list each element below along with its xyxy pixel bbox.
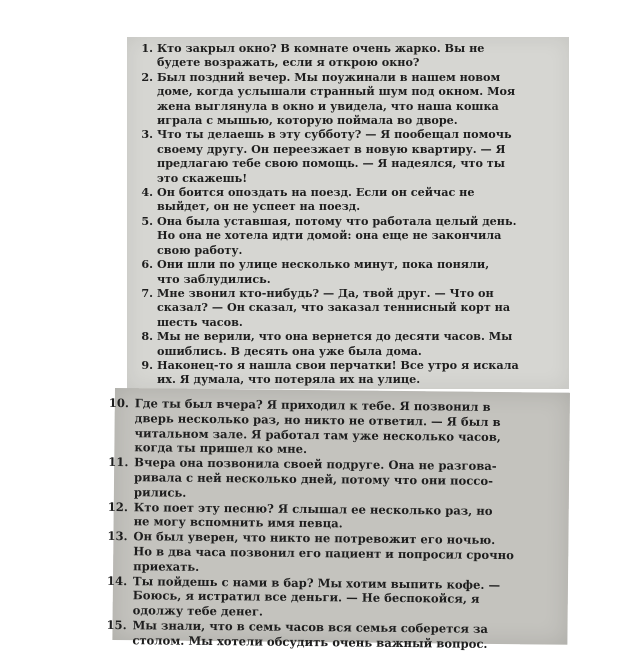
exercise-number: 5. — [141, 213, 153, 228]
exercise-number: 1. — [141, 41, 153, 55]
exercise-text — [157, 286, 563, 329]
exercise-number: 12. — [107, 499, 129, 514]
text-line: свою работу. — [157, 242, 243, 257]
text-line: рились. — [133, 484, 187, 500]
text-line: их. Я думала, что потеряла их на улице. — [157, 372, 421, 387]
exercise-number: 10. — [108, 395, 130, 411]
exercise-item — [108, 455, 565, 504]
exercise-text — [157, 257, 563, 286]
exercise-item — [129, 257, 563, 286]
text-line: Они шли по улице несколько минут, пока поняли, — [157, 257, 490, 272]
exercise-number: 8. — [141, 329, 153, 344]
text-line: одолжу тебе денег. — [132, 603, 264, 619]
text-line: читальном зале. Я работал там уже несколько часов, — [134, 425, 501, 444]
text-line: столом. Мы хотели обсудить очень важный вопрос. — [132, 632, 488, 651]
text-line: когда ты пришел ко мне. — [134, 440, 308, 457]
exercise-text — [134, 396, 566, 460]
exercise-text — [157, 358, 563, 387]
exercise-number: 13. — [107, 529, 128, 544]
exercise-item — [129, 70, 563, 128]
text-line: это скажешь! — [157, 170, 248, 185]
exercise-number: 14. — [106, 573, 128, 588]
exercise-text — [157, 41, 563, 70]
text-line: сказал? — Он сказал, что заказал теннисный корт на — [157, 300, 511, 315]
text-line: Она была уставшая, потому что работала целый день. — [157, 213, 517, 228]
exercise-item — [106, 573, 564, 623]
exercise-text — [132, 618, 563, 652]
exercise-item — [129, 286, 563, 329]
exercise-number: 15. — [106, 617, 127, 633]
bottom-page-photo — [106, 388, 570, 651]
exercise-text — [157, 70, 563, 128]
exercise-text — [133, 574, 564, 623]
text-line: Он был уверен, что никто не потревожит его ночью. — [133, 529, 496, 548]
exercise-item — [108, 395, 566, 460]
exercise-item — [106, 617, 563, 652]
text-line: шесть часов. — [157, 314, 243, 329]
text-line: выйдет, он не успеет на поезд. — [157, 199, 361, 214]
text-line: ошиблись. В десять она уже была дома. — [157, 343, 422, 358]
exercise-text — [157, 127, 563, 185]
text-line: что заблудились. — [157, 271, 271, 286]
exercise-item — [107, 499, 565, 534]
text-line: Но в два часа позвонил его пациент и попросил срочно — [133, 544, 514, 563]
text-line: Мы знали, что в семь часов вся семья соберется за — [132, 618, 488, 636]
exercise-text — [134, 455, 565, 504]
text-line: Кто закрыл окно? В комнате очень жарко. Вы не — [157, 41, 485, 55]
text-line: Ты пойдешь с нами в бар? Мы хотим выпить кофе. — — [132, 573, 501, 592]
text-line: Что ты делаешь в эту субботу? — Я пообещал помочь — [157, 127, 512, 142]
exercise-item — [129, 214, 563, 257]
exercise-item — [129, 41, 563, 70]
text-line: дверь несколько раз, но никто не ответил. — Я был в — [134, 411, 501, 429]
exercise-text — [157, 214, 563, 257]
exercise-number: 3. — [141, 127, 153, 142]
text-line: жена выглянула в окно и увидела, что наша кошка — [157, 98, 499, 113]
exercise-list-top — [129, 41, 563, 387]
text-line: Но она не хотела идти домой: она еще не закончила — [157, 228, 502, 243]
text-line: Мне звонил кто-нибудь? — Да, твой друг. — Что он — [157, 285, 494, 300]
exercise-item — [129, 358, 563, 387]
text-line: Где ты был вчера? Я приходил к тебе. Я позвонил в — [134, 396, 491, 414]
exercise-text — [157, 329, 563, 358]
exercise-number: 9. — [141, 357, 153, 372]
text-line: приехать. — [133, 558, 200, 574]
text-line: Мы не верили, что она вернется до десяти часов. Мы — [157, 329, 513, 344]
exercise-text — [157, 185, 563, 214]
text-line: Кто поет эту песню? Я слышал ее несколько раз, но — [133, 499, 493, 518]
text-line: не могу вспомнить имя певца. — [133, 514, 343, 531]
text-line: будете возражать, если я открою окно? — [157, 55, 420, 70]
exercise-number: 6. — [141, 257, 153, 272]
exercise-text — [133, 529, 564, 578]
exercise-number: 7. — [141, 285, 153, 300]
exercise-number: 4. — [141, 185, 153, 200]
exercise-item — [129, 127, 563, 185]
text-line: Наконец-то я нашла свои перчатки! Все утро я искала — [157, 357, 519, 372]
text-line: Вчера она позвонила своей подруге. Она не разгова- — [134, 455, 497, 474]
text-line: доме, когда услышали странный шум под окном. Моя — [157, 84, 516, 99]
exercise-list-bottom — [106, 395, 566, 652]
exercise-text — [134, 500, 565, 534]
text-line: ривала с ней несколько дней, потому что они поссо- — [133, 470, 494, 488]
text-line: Боюсь, я истратил все деньги. — Не беспокойся, я — [132, 588, 480, 607]
text-line: Он боится опоздать на поезд. Если он сейчас не — [157, 185, 475, 200]
text-line: предлагаю тебе свою помощь. — Я надеялся, что ты — [157, 156, 505, 171]
exercise-item — [129, 185, 563, 214]
top-page-photo — [127, 37, 569, 389]
text-line: Был поздний вечер. Мы поужинали в нашем новом — [157, 69, 501, 84]
exercise-item — [107, 529, 564, 578]
exercise-number: 11. — [108, 455, 129, 470]
exercise-number: 2. — [141, 69, 153, 84]
text-line: своему другу. Он переезжает в новую квартиру. — Я — [157, 141, 506, 156]
exercise-item — [129, 329, 563, 358]
text-line: играла с мышью, которую поймала во дворе. — [157, 113, 458, 128]
